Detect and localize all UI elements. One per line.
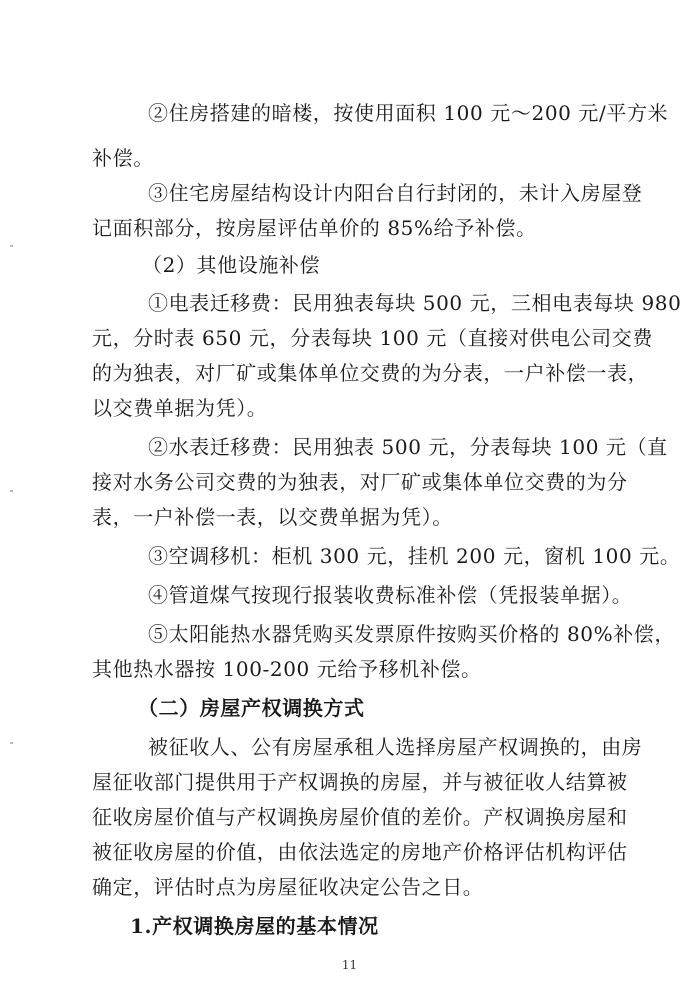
paragraph-line: 记面积部分，按房屋评估单价的 85%给予补偿。	[92, 216, 537, 240]
paragraph-line: 征收房屋价值与产权调换房屋价值的差价。产权调换房屋和	[92, 805, 628, 829]
paragraph-line: 表，一户补偿一表，以交费单据为凭）。	[92, 505, 453, 529]
paragraph-line: 其他热水器按 100-200 元给予移机补偿。	[92, 657, 482, 681]
paragraph-line: ③住宅房屋结构设计内阳台自行封闭的，未计入房屋登	[148, 181, 643, 205]
page-number: 11	[341, 958, 358, 972]
paragraph-line: 补偿。	[92, 146, 154, 170]
paragraph-line: 确定，评估时点为房屋征收决定公告之日。	[92, 875, 484, 899]
paragraph-line: ④管道煤气按现行报装收费标准补偿（凭报装单据）。	[148, 583, 633, 607]
paragraph-line: 接对水务公司交费的为独表，对厂矿或集体单位交费的为分	[92, 470, 628, 494]
paragraph-line: ①电表迁移费：民用独表每块 500 元，三相电表每块 980	[148, 291, 682, 315]
section-heading: （二）房屋产权调换方式	[138, 696, 365, 720]
paragraph-line: 屋征收部门提供用于产权调换的房屋，并与被征收人结算被	[92, 770, 628, 794]
paragraph-line: 被征收人、公有房屋承租人选择房屋产权调换的，由房	[148, 735, 643, 759]
paragraph-line: ③空调移机：柜机 300 元，挂机 200 元，窗机 100 元。	[148, 544, 681, 568]
paragraph-line: 以交费单据为凭）。	[92, 396, 268, 420]
scan-speck	[10, 245, 13, 247]
paragraph-line: ②水表迁移费：民用独表 500 元，分表每块 100 元（直	[148, 435, 668, 459]
section-heading: 1.产权调换房屋的基本情况	[130, 914, 379, 938]
paragraph-line: ⑤太阳能热水器凭购买发票原件按购买价格的 80%补偿，	[148, 622, 676, 646]
paragraph-line: 元，分时表 650 元，分表每块 100 元（直接对供电公司交费	[92, 326, 653, 350]
section-subheading: （2）其他设施补偿	[142, 253, 321, 277]
scan-speck	[10, 742, 13, 744]
paragraph-line: 的为独表，对厂矿或集体单位交费的为分表，一户补偿一表，	[92, 361, 649, 385]
scan-speck	[10, 490, 13, 492]
paragraph-line: ②住房搭建的暗楼，按使用面积 100 元～200 元/平方米	[148, 101, 669, 125]
paragraph-line: 被征收房屋的价值，由依法选定的房地产价格评估机构评估	[92, 840, 628, 864]
